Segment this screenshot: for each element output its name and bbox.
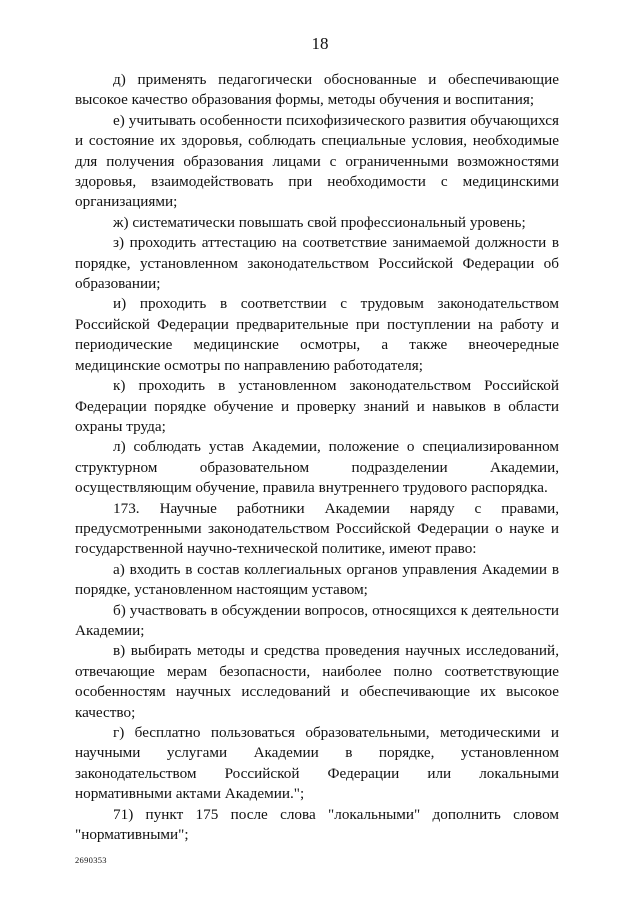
paragraph-b: б) участвовать в обсуждении вопросов, относящихся к деятельности Академии; — [75, 601, 559, 639]
paragraph-a: а) входить в состав коллегиальных органов управления Академии в порядке, установленном настоящим уставом; — [75, 560, 559, 599]
paragraph-71: 71) пункт 175 после слова "локальными" дополнить словом "нормативными"; — [75, 805, 559, 844]
footer-document-code: 2690353 — [75, 855, 107, 865]
paragraph-g: г) бесплатно пользоваться образовательными, методическими и научными услугами Академии в порядке, установленном законодательством Российской Федерации или локальными нормативными актами Академии."; — [75, 724, 559, 803]
page-number: 18 — [311, 34, 329, 53]
paragraph-zh: ж) систематически повышать свой профессиональный уровень; — [113, 213, 526, 231]
paragraph-z: з) проходить аттестацию на соответствие занимаемой должности в порядке, установленном законодательством Российской Федерации об образовании; — [75, 234, 559, 293]
paragraph-173: 173. Научные работники Академии наряду с правами, предусмотренными законодательством Российской Федерации о науке и государственной научно-технической политике, имеют право: — [75, 499, 559, 558]
paragraph-i: и) проходить в соответствии с трудовым законодательством Российской Федерации предварительные при поступлении на работу и периодические медицинские осмотры, а также внеочередные медицинские осмотры по направлению работодателя; — [75, 295, 559, 374]
paragraph-k: к) проходить в установленном законодательством Российской Федерации порядке обучение и проверку знаний и навыков в области охраны труда; — [75, 377, 559, 435]
paragraph-d: д) применять педагогически обоснованные и обеспечивающие высокое качество образования формы, методы обучения и воспитания; — [75, 71, 559, 109]
paragraph-v: в) выбирать методы и средства проведения научных исследований, отвечающие мерам безопасности, наиболее полно соответствующие особенностям научных исследований и обеспечивающие их высокое качество; — [75, 642, 559, 721]
paragraph-e: е) учитывать особенности психофизического развития обучающихся и состояние их здоровья, соблюдать специальные условия, необходимые для получения образования лицами с ограниченными возможностями здоровья, взаимодействовать при необходимости с медицинскими организациями; — [75, 111, 559, 211]
paragraph-l: л) соблюдать устав Академии, положение о специализированном структурном образовательном подразделении Академии, осуществляющим обучение, правила внутреннего трудового распорядка. — [75, 438, 559, 497]
document-body — [75, 70, 559, 845]
